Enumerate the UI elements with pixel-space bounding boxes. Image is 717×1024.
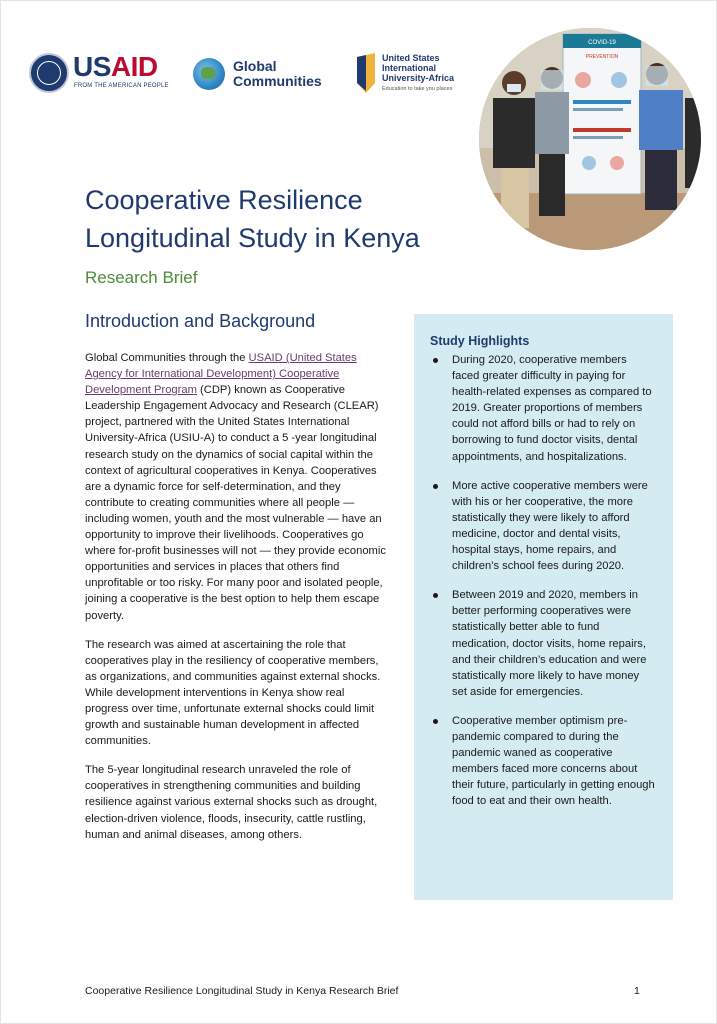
global-communities-logo [193, 57, 333, 93]
group-photo [479, 28, 701, 250]
section-heading: Introduction and Background [85, 311, 316, 331]
bullet-icon [433, 358, 438, 363]
document-title: Cooperative Resilience Longitudinal Study in Kenya [85, 185, 420, 253]
poster-subtext: PREVENTION [585, 54, 619, 60]
highlights-title: Study Highlights [430, 334, 530, 348]
globe-icon [193, 58, 225, 90]
body-text [85, 350, 390, 856]
usaid-seal-icon [29, 53, 69, 93]
bullet-icon [433, 719, 438, 724]
poster-text: COVID-19 [588, 40, 616, 46]
paragraph-longitudinal: The 5-year longitudinal research unraveled the role of cooperatives in strengthening communities and building resilience against various external shocks such as drought, election-driven violence, floods, insecurity, cattle rustling, human and animal diseases, among others. [85, 764, 378, 841]
usiu-tagline: Education to take you places [382, 86, 453, 92]
usaid-cdp-link[interactable]: USAID (United States Agency for International Development) Cooperative Development Program [85, 352, 357, 397]
highlight-item: More active cooperative members were with his or her cooperative, the more statistically they were likely to afford medicine, doctor and dental visits, hospital stays, home repairs, and children’s school fees during 2020. [430, 478, 657, 575]
study-highlights-box [414, 314, 673, 900]
usaid-logo [29, 53, 179, 97]
document-subtitle: Research Brief [85, 268, 198, 287]
page-footer: Cooperative Resilience Longitudinal Study in Kenya Research Brief [85, 985, 399, 997]
highlights-list [430, 352, 657, 809]
usiu-emblem-icon [355, 53, 377, 93]
usiu-logo [355, 53, 465, 97]
global-communities-wordmark: Global Communities [233, 58, 322, 89]
usaid-wordmark: USAID [73, 51, 158, 82]
paragraph-research-aim: The research was aimed at ascertaining the role that cooperatives play in the resiliency of cooperative members, as organizations, and communities against external shocks. While development interventions in Kenya show real progress over time, unfortunate external shocks could limit growth and sustainable human development in affected communities. [85, 638, 381, 748]
highlight-item: During 2020, cooperative members faced greater difficulty in paying for health-related expenses as compared to 2019. Greater proportions of members could not afford bills or had to rely on borrowing to fund doctor visits, dental appointments, and hospitalizations. [430, 352, 657, 465]
bullet-icon [433, 593, 438, 598]
usaid-tagline: FROM THE AMERICAN PEOPLE [74, 83, 169, 89]
page-number: 1 [634, 985, 640, 997]
highlight-item: Cooperative member optimism pre-pandemic compared to during the pandemic waned as cooperative members faced more concerns about their future, particularly in getting enough food to eat and their own health. [430, 713, 657, 810]
paragraph-intro: Global Communities through the USAID (United States Agency for International Development) Cooperative Development Program (CDP) known as Cooperative Leadership Engagement Advocacy and Research (CLEAR) project, partnered with the United States International University-Africa (USIU-A) to conduct a 5 -year longitudinal research study on the dynamics of social capital within the context of agricultural cooperatives in Kenya. Cooperatives are a dynamic force for self-determination, and they contribute to creating communities where all people — including women, youth and the most vulnerable — have an opportunity to improve their livelihoods. Cooperatives go where for-profit businesses will not — they provide economic opportunities and services in places that others find unprofitable or too risky. For many poor and isolated people, joining a cooperative is the best option to help them escape poverty. [85, 352, 386, 622]
bullet-icon [433, 484, 438, 489]
highlight-item: Between 2019 and 2020, members in better performing cooperatives were statistically better able to fund medication, doctor visits, home repairs, and their children’s education and were statistically more likely to have money set aside for emergencies. [430, 587, 657, 700]
usiu-wordmark: United States International University-Africa [382, 53, 455, 83]
